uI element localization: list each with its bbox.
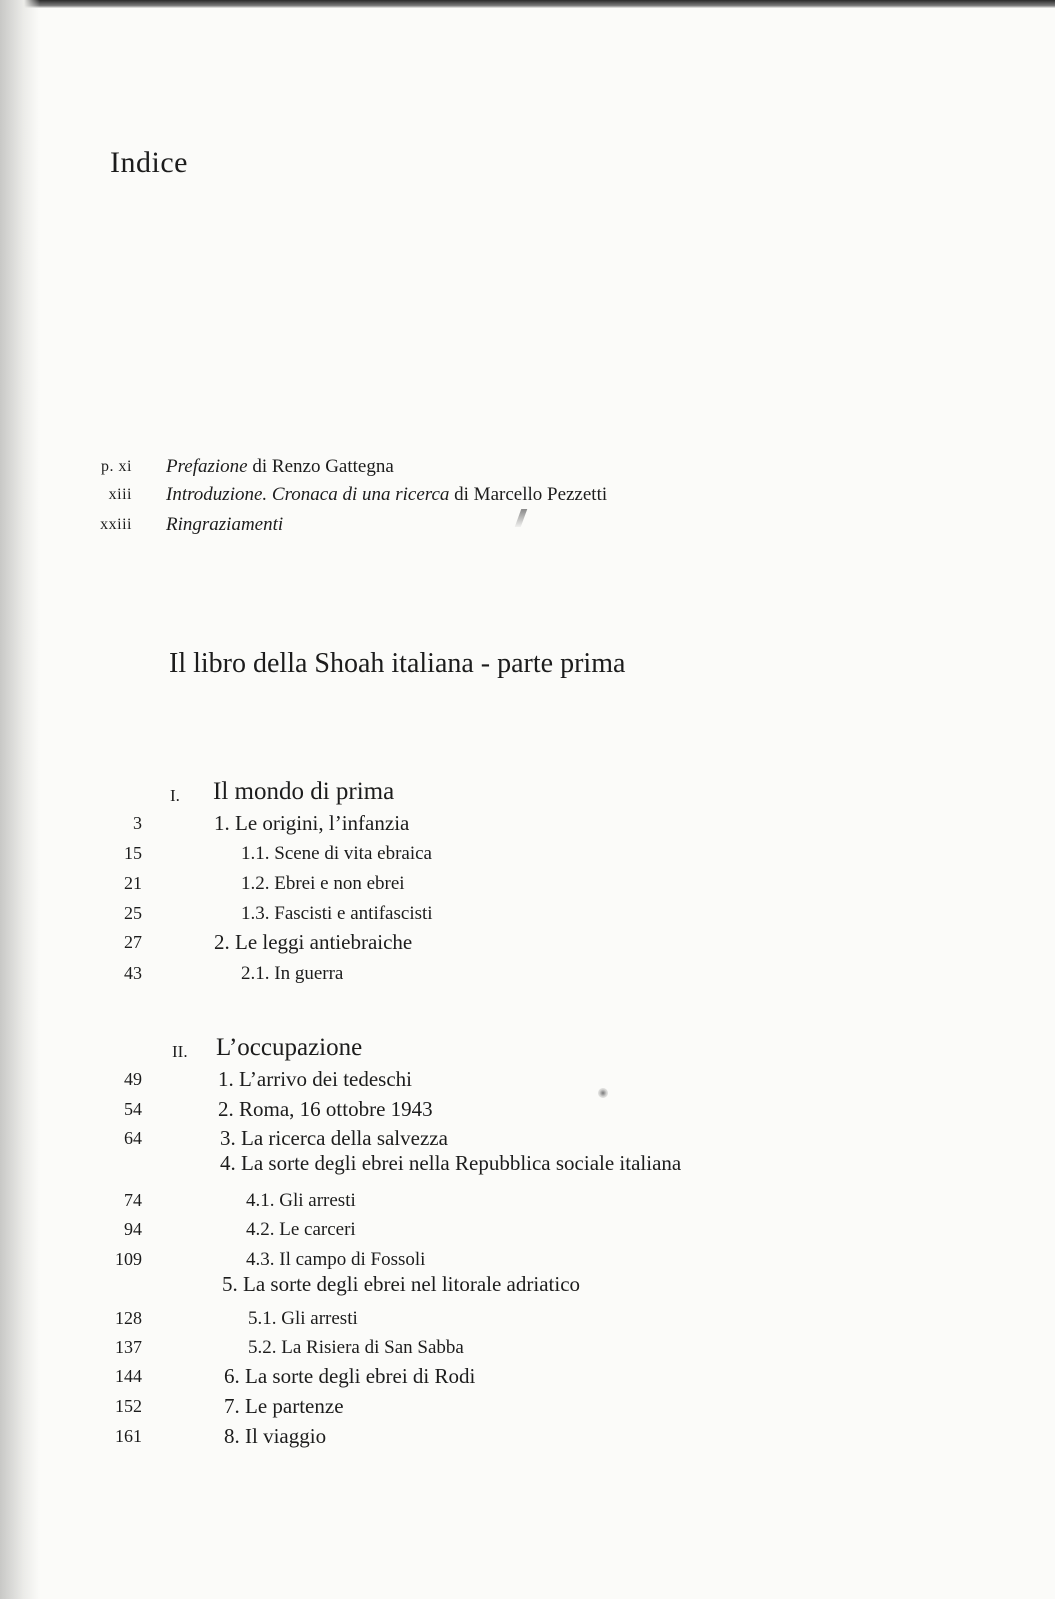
- entry-label: 5. La sorte degli ebrei nel litorale adriatico: [222, 1272, 581, 1296]
- page-top-edge: [0, 0, 1055, 8]
- page-number: 3: [133, 813, 142, 833]
- page-number: 128: [115, 1308, 142, 1328]
- page-number: 74: [124, 1190, 142, 1210]
- page-number: 64: [124, 1128, 142, 1148]
- entry-label: 2. Roma, 16 ottobre 1943: [218, 1097, 433, 1121]
- entry-label: 8. Il viaggio: [224, 1424, 327, 1448]
- page-number: xxiii: [100, 516, 132, 533]
- entry-label: 4.2. Le carceri: [246, 1219, 356, 1240]
- entry-label: 1.1. Scene di vita ebraica: [241, 843, 432, 864]
- entry-label: 7. Le partenze: [224, 1394, 344, 1418]
- entry-label: 6. La sorte degli ebrei di Rodi: [224, 1364, 476, 1388]
- page-title: Indice: [110, 146, 188, 179]
- chapter-number: I.: [170, 786, 180, 805]
- entry-label: 1.3. Fascisti e antifascisti: [241, 903, 433, 924]
- page-number: 94: [124, 1219, 142, 1239]
- page-number: 15: [124, 843, 142, 863]
- page-number: 161: [115, 1426, 142, 1446]
- entry-author: di Marcello Pezzetti: [449, 484, 608, 505]
- entry-label: 4.1. Gli arresti: [246, 1190, 356, 1211]
- entry-label: [166, 484, 607, 506]
- pencil-mark: [515, 509, 528, 527]
- page-number: 152: [115, 1396, 142, 1416]
- entry-label: 5.1. Gli arresti: [248, 1308, 358, 1329]
- entry-label: 2. Le leggi antiebraiche: [214, 930, 413, 954]
- page-number: 43: [124, 963, 142, 983]
- page-number: xiii: [108, 486, 132, 503]
- entry-label: 1.2. Ebrei e non ebrei: [241, 873, 405, 894]
- page-number: 49: [124, 1069, 142, 1089]
- entry-author: di Renzo Gattegna: [247, 456, 394, 477]
- entry-title: Prefazione: [166, 456, 248, 477]
- page-number: 144: [115, 1366, 142, 1386]
- entry-label: 1. L’arrivo dei tedeschi: [218, 1067, 412, 1091]
- entry-label: 1. Le origini, l’infanzia: [214, 811, 410, 835]
- chapter-number: II.: [172, 1042, 188, 1061]
- page-number: 21: [124, 873, 142, 893]
- entry-title: Ringraziamenti: [166, 514, 284, 535]
- page-number: 25: [124, 903, 142, 923]
- page-number: p. xi: [101, 458, 132, 475]
- entry-label: 5.2. La Risiera di San Sabba: [248, 1337, 464, 1358]
- part-heading: Il libro della Shoah italiana - parte prima: [169, 648, 626, 679]
- entry-label: 4.3. Il campo di Fossoli: [246, 1249, 426, 1270]
- entry-label: 2.1. In guerra: [241, 963, 344, 984]
- page-number: 54: [124, 1099, 142, 1119]
- entry-label: [166, 456, 394, 478]
- chapter-title: Il mondo di prima: [213, 778, 395, 805]
- entry-label: [166, 514, 283, 536]
- chapter-title: L’occupazione: [216, 1034, 363, 1061]
- page-number: 27: [124, 932, 142, 952]
- page-number: 137: [115, 1337, 142, 1357]
- ink-smudge: [598, 1088, 608, 1098]
- entry-title: Introduzione. Cronaca di una ricerca: [166, 484, 450, 505]
- entry-label: 4. La sorte degli ebrei nella Repubblica sociale italiana: [220, 1151, 682, 1175]
- page-binding-shadow: [0, 0, 40, 1599]
- entry-label: 3. La ricerca della salvezza: [220, 1126, 448, 1150]
- page-number: 109: [115, 1249, 142, 1269]
